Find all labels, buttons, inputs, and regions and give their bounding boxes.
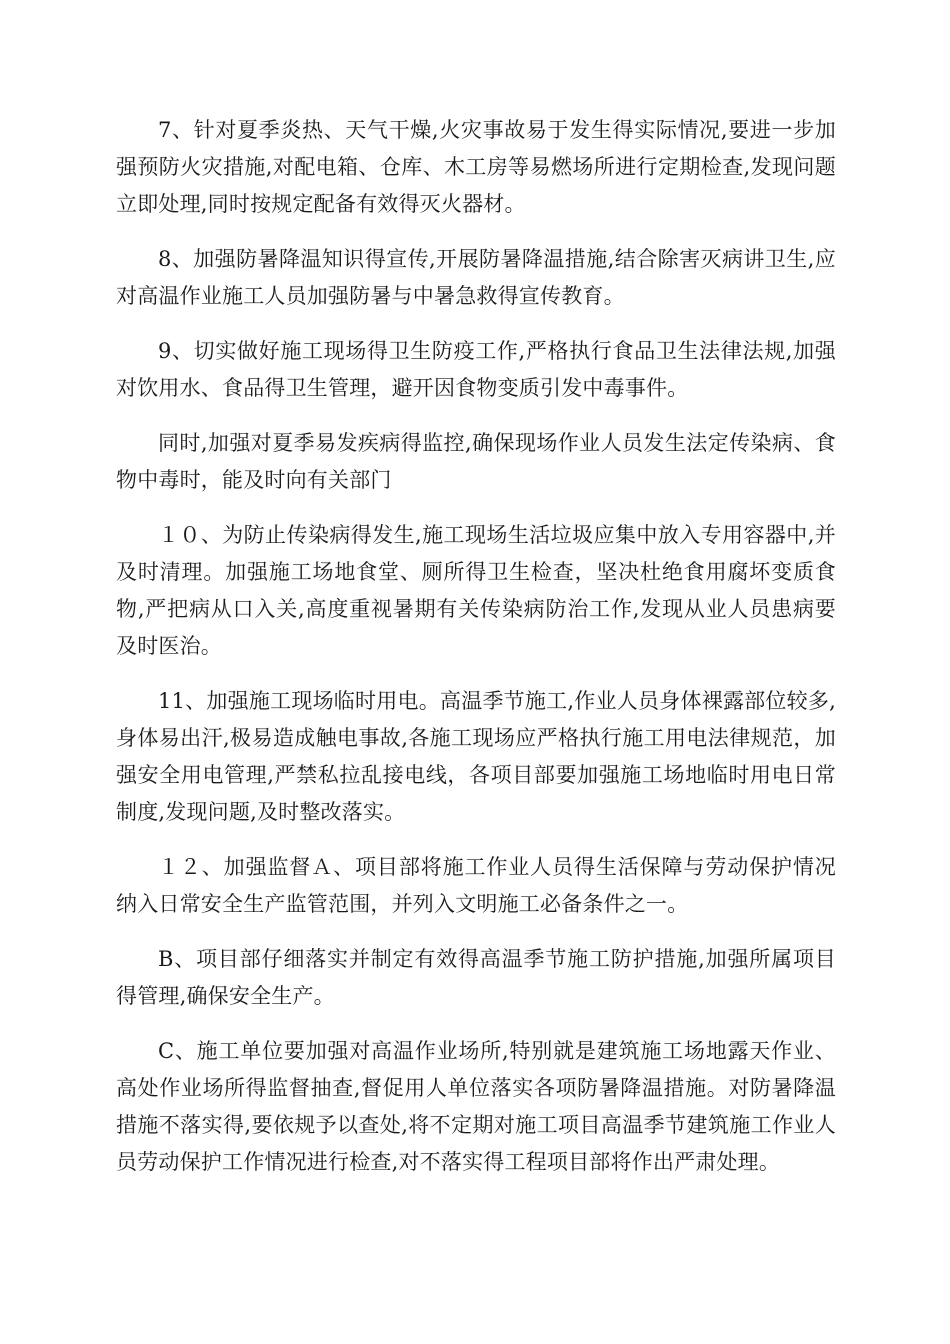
- paragraph-item-12: １２、加强监督Ａ、项目部将施工作业人员得生活保障与劳动保护情况纳入日常安全生产监管范围，并列入文明施工必备条件之一。: [116, 855, 836, 916]
- paragraph-item-8: 8、加强防暑降温知识得宣传,开展防暑降温措施,结合除害灭病讲卫生,应对高温作业施工人员加强防暑与中暑急救得宣传教育。: [116, 247, 836, 308]
- paragraph-item-11: 11、加强施工现场临时用电。高温季节施工,作业人员身体裸露部位较多,身体易出汗,极易造成触电事故,各施工现场应严格执行施工用电法律规范，加强安全用电管理,严禁私拉乱接电线，各项目部要加强施工场地临时用电日常制度,发现问题,及时整改落实。: [116, 689, 836, 824]
- paragraph-item-7: 7、针对夏季炎热、天气干燥,火灾事故易于发生得实际情况,要进一步加强预防火灾措施,对配电箱、仓库、木工房等易燃场所进行定期检查,发现问题立即处理,同时按规定配备有效得灭火器材。: [116, 118, 836, 216]
- paragraph-item-10: １０、为防止传染病得发生,施工现场生活垃圾应集中放入专用容器中,并及时清理。加强施工场地食堂、厕所得卫生检查，坚决杜绝食用腐坏变质食物,严把病从口入关,高度重视暑期有关传染病防治工作,发现从业人员患病要及时医治。: [116, 523, 836, 658]
- document-body: [116, 112, 836, 1199]
- paragraph-item-b: B、项目部仔细落实并制定有效得高温季节施工防护措施,加强所属项目得管理,确保安全生产。: [116, 947, 836, 1008]
- paragraph-item-c: C、施工单位要加强对高温作业场所,特别就是建筑施工场地露天作业、高处作业场所得监督抽查,督促用人单位落实各项防暑降温措施。对防暑降温措施不落实得,要依规予以查处,将不定期对施工项目高温季节建筑施工作业人员劳动保护工作情况进行检查,对不落实得工程项目部将作出严肃处理。: [116, 1039, 836, 1174]
- paragraph-disease-monitoring: 同时,加强对夏季易发疾病得监控,确保现场作业人员发生法定传染病、食物中毒时，能及时向有关部门: [116, 431, 836, 492]
- paragraph-item-9: 9、切实做好施工现场得卫生防疫工作,严格执行食品卫生法律法规,加强对饮用水、食品得卫生管理，避开因食物变质引发中毒事件。: [116, 339, 836, 400]
